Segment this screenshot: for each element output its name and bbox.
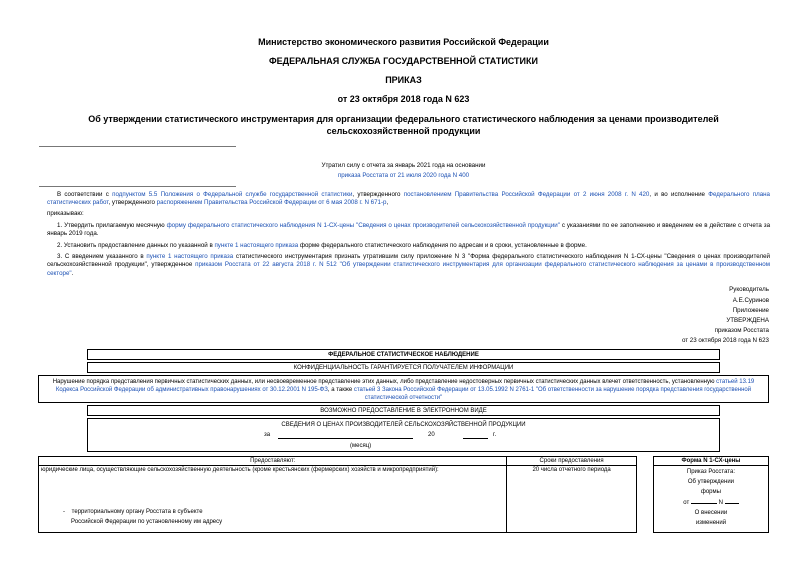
month-caption: (месяц) — [350, 443, 372, 449]
submitters-sub-1: - территориальному органу Росстата в субъекте — [63, 509, 203, 515]
year-prefix: 20 — [428, 432, 435, 438]
item-2-link[interactable]: пункте 1 настоящего приказа — [214, 242, 299, 249]
preamble-link-3[interactable]: Федерального плана статистических работ — [47, 191, 770, 207]
warning-link-2[interactable]: статьей 3 Закона Российской Федерации от 13.05.1992 N 2761-1 "Об ответственности за нарушение порядка представления государственной статистической отчетности" — [353, 387, 752, 401]
za-label: за — [264, 432, 271, 438]
electronic-box: ВОЗМОЖНО ПРЕДОСТАВЛЕНИЕ В ЭЛЕКТРОННОМ ВИДЕ — [87, 405, 720, 416]
validity-line-1: Утратил силу с отчета за январь 2021 года на основании — [321, 162, 486, 169]
preamble-link-2[interactable]: постановлением Правительства Российской Федерации от 2 июня 2008 г. N 420 — [403, 191, 650, 198]
preamble-link-4[interactable]: распоряжением Правительства Российской Федерации от 6 мая 2008 г. N 671-р — [156, 199, 387, 207]
submission-table — [38, 456, 769, 533]
item-3-paragraph: 3. С введением указанного в пункте 1 настоящего приказа статистического инструментария признать утратившим силу приложение N 3 "Форма федерального статистического наблюдения N 1-СХ-цены "Сведения о ценах производителей сельскохозяйственной продукции", утвержденное приказом Росстата от 22 августа 2018 г. N 512 "Об утверждении статистического инструментария для организации федерального статистического наблюдения за ценами в производственном секторе". — [47, 253, 770, 277]
signature-name: А.Е.Суринов — [732, 297, 769, 304]
col-header-deadlines: Сроки предоставления — [507, 457, 636, 466]
year-field[interactable] — [463, 431, 488, 439]
preamble-link-1[interactable]: подпунктом 5.5 Положения о Федеральной службе государственной статистики — [112, 191, 353, 198]
doc-date-number: от 23 октября 2018 года N 623 — [337, 94, 470, 104]
preamble-paragraph: В соответствии с подпунктом 5.5 Положения о Федеральной службе государственной статистики, утвержденного постановлением Правительства Российской Федерации от 2 июня 2008 г. N 420, и во исполнение Федерального плана статистических работ, утвержденного распоряжением Правительства Российской Федерации от 6 мая 2008 г. N 671-р, — [47, 191, 770, 207]
appendix-label: Приложение — [732, 307, 769, 314]
submitters-sub-2: Российской Федерации по установленному им адресу — [71, 519, 223, 525]
appendix-date: от 23 октября 2018 года N 623 — [681, 337, 769, 344]
divider — [39, 146, 236, 147]
service-heading: ФЕДЕРАЛЬНАЯ СЛУЖБА ГОСУДАРСТВЕННОЙ СТАТИСТИКИ — [269, 56, 538, 66]
item-1-form-link[interactable]: форму федерального статистического наблюдения N 1-СХ-цены "Сведения о ценах производителей сельскохозяйственной продукции" — [166, 222, 560, 229]
doc-title: Об утверждении статистического инструментария для организации федерального статистического наблюдения за ценами производителей сельскохозяйственной продукции — [88, 114, 719, 136]
year-suffix: г. — [493, 432, 497, 438]
ministry-heading: Министерство экономического развития Российской Федерации — [258, 37, 549, 47]
appendix-by: приказом Росстата — [714, 327, 769, 334]
federal-observation-box: ФЕДЕРАЛЬНОЕ СТАТИСТИЧЕСКОЕ НАБЛЮДЕНИЕ — [87, 349, 720, 360]
approval-date-field[interactable] — [691, 497, 717, 504]
approval-number-field[interactable] — [725, 497, 739, 504]
order-word: приказываю: — [47, 210, 84, 217]
signature-role: Руководитель — [729, 286, 769, 293]
warning-box: Нарушение порядка представления первичных статистических данных, или несвоевременное представление этих данных, либо представление недостоверных первичных статистических данных влечет ответственность, установленную статьей 13.19 Кодекса Российской Федерации об административных правонарушениях от 30.12.2001 N 195-ФЗ, а также статьей 3 Закона Российской Федерации от 13.05.1992 N 2761-1 "Об ответственности за нарушение порядка представления государственной статистической отчетности" — [38, 375, 769, 403]
item-2-paragraph: 2. Установить предоставление данных по указанной в пункте 1 настоящего приказа форме федерального статистического наблюдения по адресам и в сроки, установленные в форме. — [57, 242, 587, 249]
deadline-cell: 20 числа отчетного периода — [507, 466, 636, 533]
item-3-link-2[interactable]: приказом Росстата от 22 августа 2018 г. N 512 "Об утверждении статистического инструментария для организации федерального статистического наблюдения за ценами в производственном секторе" — [47, 261, 770, 277]
doc-type-heading: ПРИКАЗ — [385, 75, 422, 85]
item-3-link-1[interactable]: пункте 1 настоящего приказа — [146, 253, 234, 260]
item-1-paragraph: 1. Утвердить прилагаемую месячную форму федерального статистического наблюдения N 1-СХ-цены "Сведения о ценах производителей сельскохозяйственной продукции" с указаниями по ее заполнению и введением ее в действие с отчета за январь 2019 года. — [47, 222, 771, 238]
col-header-form: Форма N 1-СХ-цены — [653, 457, 768, 466]
warning-link-1[interactable]: статьей 13.19 Кодекса Российской Федерации об административных правонарушениях от 30.12.2001 N 195-ФЗ — [55, 379, 755, 393]
validity-link[interactable]: приказа Росстата от 21 июля 2020 года N 400 — [337, 172, 470, 179]
month-field[interactable] — [278, 431, 413, 439]
info-title: СВЕДЕНИЯ О ЦЕНАХ ПРОИЗВОДИТЕЛЕЙ СЕЛЬСКОХОЗЯЙСТВЕННОЙ ПРОДУКЦИИ — [281, 422, 526, 428]
info-title-box — [87, 418, 720, 452]
confidentiality-box: КОНФИДЕНЦИАЛЬНОСТЬ ГАРАНТИРУЕТСЯ ПОЛУЧАТЕЛЕМ ИНФОРМАЦИИ — [87, 362, 720, 373]
divider — [39, 186, 236, 187]
col-header-submitters: Предоставляют: — [39, 457, 507, 466]
submitters-cell: юридические лица, осуществляющие сельскохозяйственную деятельность (кроме крестьянских (фермерских) хозяйств и микропредприятий): - территориальному органу Росстата в субъекте Российской Федерации по установленному им адресу — [39, 466, 507, 533]
appendix-approved: УТВЕРЖДЕНА — [726, 317, 769, 324]
form-approval-cell: Приказ Росстата: Об утверждении формы от N О внесении изменений — [653, 466, 768, 533]
